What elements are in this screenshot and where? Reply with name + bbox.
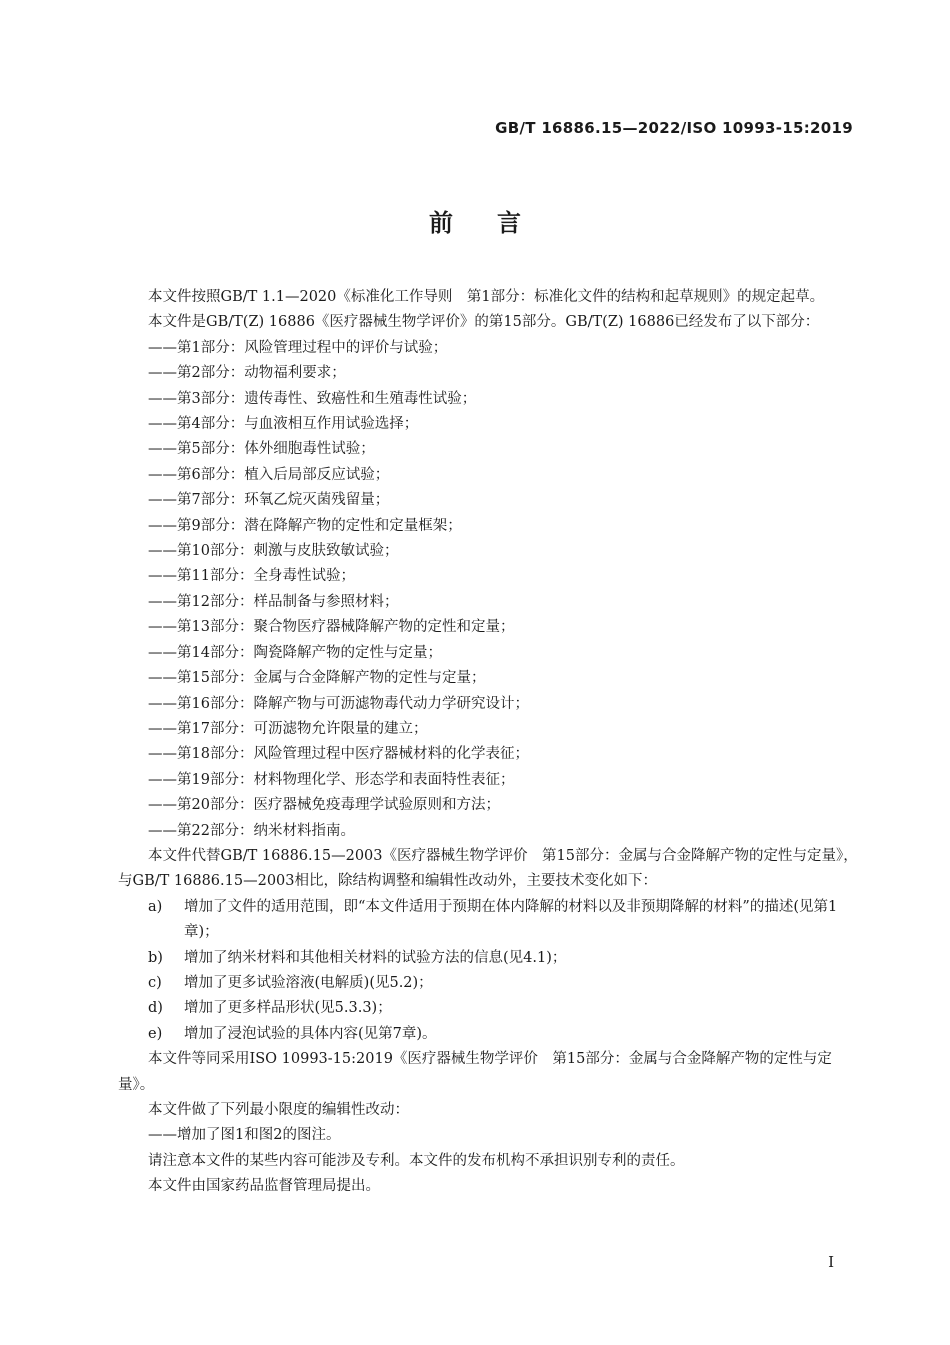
standard-number-header: GB/T 16886.15—2022/ISO 10993-15:2019 <box>495 119 853 137</box>
item-label: d) <box>148 1000 163 1017</box>
list-item: ——第12部分：样品制备与参照材料； <box>148 593 399 610</box>
list-item: ——第9部分：潜在降解产物的定性和定量框架； <box>148 517 462 534</box>
list-item: ——第10部分：刺激与皮肤致敏试验； <box>148 543 399 560</box>
list-item: ——第2部分：动物福利要求； <box>148 365 346 382</box>
list-item: ——第7部分：环氧乙烷灭菌残留量； <box>148 492 390 509</box>
item-text: 增加了浸泡试验的具体内容(见第7章)。 <box>184 1025 437 1042</box>
list-item: ——第1部分：风险管理过程中的评价与试验； <box>148 339 448 356</box>
replacement-paragraph: 本文件代替GB/T 16886.15—2003《医疗器械生物学评价 第15部分：金属与合金降解产物的定性与定量》，与GB/T 16886.15—2003相比，除结构调整和编辑性改动外，主要技术变化如下： <box>118 847 858 890</box>
item-label: c) <box>148 974 162 991</box>
list-item: ——第16部分：降解产物与可沥滤物毒代动力学研究设计； <box>148 695 529 712</box>
editorial-changes-paragraph: 本文件做了下列最小限度的编辑性改动： <box>148 1102 409 1118</box>
item-text: 增加了纳米材料和其他相关材料的试验方法的信息(见4.1)； <box>184 949 567 966</box>
editorial-change-item: ——增加了图1和图2的图注。 <box>148 1127 341 1144</box>
list-item <box>118 946 858 971</box>
item-label: b) <box>148 949 163 966</box>
item-label: a) <box>148 898 163 915</box>
changes-list <box>118 895 858 1047</box>
item-text: 增加了文件的适用范围，即“本文件适用于预期在体内降解的材料以及非预期降解的材料”的描述(见第1章)； <box>184 898 838 941</box>
list-item: ——第6部分：植入后局部反应试验； <box>148 466 390 483</box>
list-item: ——第20部分：医疗器械免疫毒理学试验原则和方法； <box>148 797 500 814</box>
list-item: ——第11部分：全身毒性试验； <box>148 568 355 585</box>
list-item: ——第15部分：金属与合金降解产物的定性与定量； <box>148 670 486 687</box>
list-item: ——第19部分：材料物理化学、形态学和表面特性表征； <box>148 771 515 788</box>
list-item: ——第17部分：可沥滤物允许限量的建立； <box>148 720 428 737</box>
proposer-paragraph: 本文件由国家药品监督管理局提出。 <box>148 1178 380 1195</box>
intro-paragraph-series: 本文件是GB/T(Z) 16886《医疗器械生物学评价》的第15部分。GB/T(Z) 16886已经发布了以下部分： <box>148 314 820 331</box>
page-number: I <box>828 1253 834 1271</box>
list-item: ——第4部分：与血液相互作用试验选择； <box>148 416 419 433</box>
list-item <box>118 895 858 946</box>
item-label: e) <box>148 1025 163 1042</box>
list-item: ——第22部分：纳米材料指南。 <box>148 822 355 839</box>
parts-list <box>118 336 858 844</box>
list-item <box>118 1022 858 1047</box>
item-text: 增加了更多试验溶液(电解质)(见5.2)； <box>184 974 433 991</box>
list-item: ——第14部分：陶瓷降解产物的定性与定量； <box>148 644 442 661</box>
foreword-body <box>118 285 858 1200</box>
list-item: ——第13部分：聚合物医疗器械降解产物的定性和定量； <box>148 619 515 636</box>
list-item <box>118 996 858 1021</box>
equivalence-paragraph: 本文件等同采用ISO 10993-15:2019《医疗器械生物学评价 第15部分：金属与合金降解产物的定性与定量》。 <box>118 1051 832 1093</box>
page-title: 前言 <box>429 209 565 237</box>
patent-notice-paragraph: 请注意本文件的某些内容可能涉及专利。本文件的发布机构不承担识别专利的责任。 <box>148 1152 685 1169</box>
intro-paragraph-drafting: 本文件按照GB/T 1.1—2020《标准化工作导则 第1部分：标准化文件的结构和起草规则》的规定起草。 <box>148 289 825 305</box>
list-item: ——第18部分：风险管理过程中医疗器械材料的化学表征； <box>148 746 529 763</box>
list-item <box>118 971 858 996</box>
item-text: 增加了更多样品形状(见5.3.3)； <box>184 1000 392 1017</box>
list-item: ——第5部分：体外细胞毒性试验； <box>148 441 375 458</box>
list-item: ——第3部分：遗传毒性、致癌性和生殖毒性试验； <box>148 390 477 407</box>
